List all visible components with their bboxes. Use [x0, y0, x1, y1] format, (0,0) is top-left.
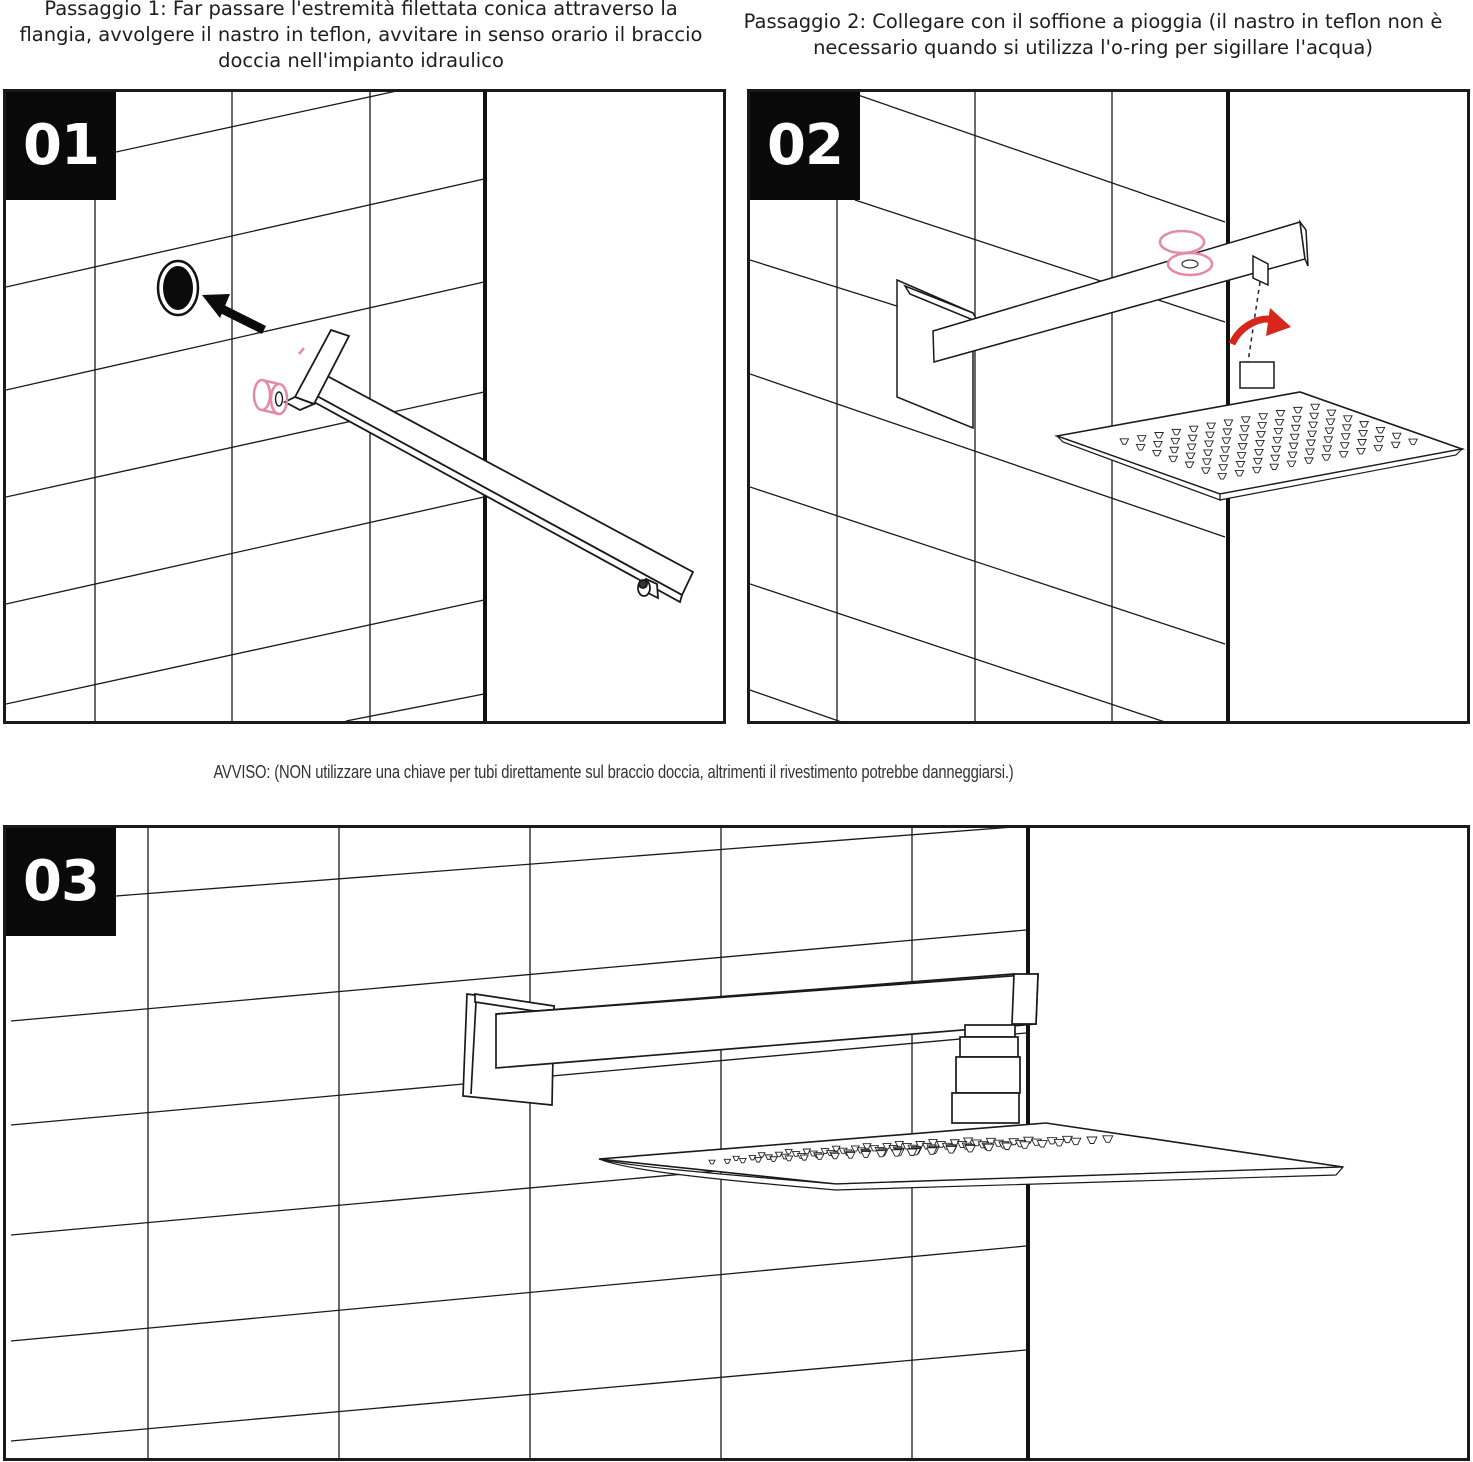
warning-notice: AVVISO: (NON utilizzare una chiave per tubi direttamente sul braccio doccia, altrimenti il rivestimento potrebbe danneggiarsi.)	[213, 762, 1014, 782]
step-3-illustration	[6, 828, 1467, 1458]
step-badge: 03	[6, 828, 116, 936]
rotate-arrow-icon	[1232, 308, 1291, 344]
step-1-panel	[3, 89, 726, 724]
rain-shower-head	[1057, 392, 1462, 500]
step-badge: 01	[6, 92, 116, 200]
rain-shower-head	[599, 1123, 1343, 1190]
step-2-caption: Passaggio 2: Collegare con il soffione a pioggia (il nastro in teflon non è necessario quando si utilizza l'o-ring per sigillare l'acqua)	[743, 10, 1443, 59]
step-1-caption: Passaggio 1: Far passare l'estremità filettata conica attraverso la flangia, avvolgere il nastro in teflon, avvitare in senso orario il braccio doccia nell'impianto idraulico	[19, 0, 703, 72]
step-3-panel	[3, 825, 1470, 1461]
shower-arm-part	[463, 974, 1038, 1123]
shower-arm-part	[285, 330, 693, 602]
step-badge: 02	[750, 92, 860, 200]
step-2-panel	[747, 89, 1470, 724]
insert-arrow-icon	[202, 294, 264, 330]
